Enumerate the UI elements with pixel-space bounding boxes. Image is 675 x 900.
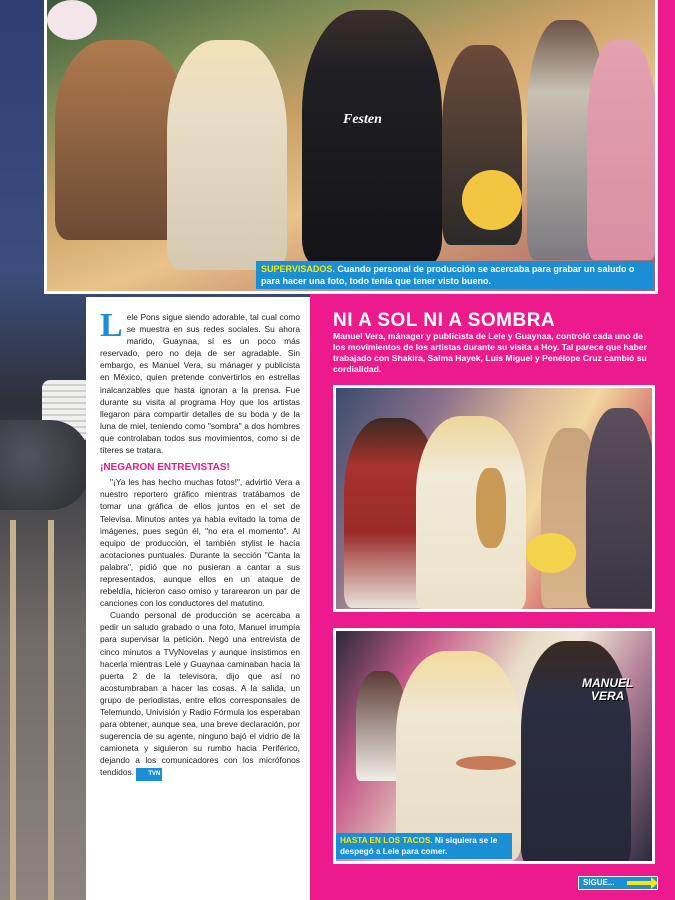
shirt-logo: Festen — [343, 112, 382, 127]
arrow-right-icon — [627, 881, 653, 885]
chair-legs-image — [0, 520, 70, 900]
top-photo — [44, 0, 658, 294]
headline: NI A SOL NI A SOMBRA — [333, 310, 556, 331]
drop-cap: L — [100, 307, 123, 344]
photo-figure — [396, 651, 521, 861]
photo-figure — [587, 40, 657, 260]
teddy-bear-image — [476, 468, 506, 548]
bottom-photo — [333, 628, 655, 864]
photo-figure — [167, 40, 287, 270]
photo-figure — [586, 408, 655, 608]
tacos-plate-image — [456, 756, 516, 770]
end-mark: TVN — [136, 768, 162, 780]
top-photo-caption — [256, 261, 654, 289]
continue-button[interactable] — [578, 876, 658, 890]
photo-figure — [302, 10, 442, 265]
name-tag-text: MANUEL VERA — [582, 676, 634, 703]
paragraph: ele Pons sigue siendo adorable, tal cual como se muestra en sus redes sociales. Su ahora marido, Guaynaa, sí es un poco más reservado, pero no deja de ser agradable. Sin embargo, es Manuel Vera, su mánager y publicista en México, quien pretende convertirlos en estrellas inalcanzables que hasta ignoran a la prensa. Fue durante su visita al programa Hoy que los artistas llegaron para compartir detalles de su boda y de la luna de miel, teniendo como "sombra" a dos hombres que controlaban todos sus movimientos, como si de títeres se tratara. — [100, 312, 300, 456]
photo-figure — [416, 416, 526, 611]
photo-figure — [521, 641, 634, 864]
middle-photo — [333, 385, 655, 612]
bottom-photo-caption — [336, 833, 512, 859]
article-subhead: ¡NEGARON ENTREVISTAS! — [100, 462, 230, 474]
article-deck: Manuel Vera, mánager y publicista de Lele y Guaynaa, controló cada uno de los movimientos de los artistas durante su visita a Hoy. Tal parece que haber trabajado con Shakira, Salma Hayek, Luis Miguel y Penélope Cruz cambió su cordialidad. — [333, 331, 647, 374]
caption-text: Cuando personal de producción se acercaba para grabar un saludo o para hacer una foto, todo tenía que tener visto bueno. — [261, 264, 635, 286]
caption-text: Ni siquiera se le despegó a Lele para comer. — [340, 836, 498, 856]
balloon-image — [47, 0, 97, 40]
article-body — [100, 307, 300, 781]
photo-name-tag — [582, 677, 633, 703]
photo-figure — [55, 40, 185, 240]
paragraph: Cuando personal de producción se acercaba a pedir un saludo grabado o una foto, Manuel irrumpía para supervisar la petición. Negó una entrevista de cinco minutos a TVyNovelas y aunque insistimos en hacerla mientras Lele y Guaynaa caminaban hacia la puerta 2 de la televisora, dijo que así no acostumbraban a hacer las cosas. A la salida, un grupo de periodistas, entre ellos corresponsales de Telemundo, Univisión y Radio Fórmula los esperaban para obtener, aunque sea, una breve declaración, por sugerencia de su agente, ninguno bajó el vidrio de la camioneta y siguieron su rumbo hacia Periférico, dejando a los comunicadores con los micrófonos tendidos. — [100, 610, 300, 778]
caption-lead: HASTA EN LOS TACOS. — [340, 836, 433, 845]
continue-label: SIGUE... — [583, 878, 615, 887]
caption-lead: SUPERVISADOS. — [261, 264, 335, 274]
balloon-image — [462, 170, 522, 230]
article-column — [86, 297, 310, 900]
round-table-image — [0, 420, 90, 510]
balloon-image — [526, 533, 576, 573]
paragraph: "¡Ya les has hecho muchas fotos!", advirtió Vera a nuestro reportero gráfico mientras tratábamos de tomar una gráfica de ellos juntos en el set de Televisa. Minutos antes ya había evitado la toma de imágenes, pues según él, "no era el momento". Al equipo de producción, el también stylist le hacía acotaciones puntuales. Durante la sección "Canta la palabra", pidió que no pusieran a cantar a sus representados, aunque ellos en un ataque de rebeldía, hicieron caso omiso y tararearon un par de canciones con los conductores del matutino. — [100, 477, 300, 609]
